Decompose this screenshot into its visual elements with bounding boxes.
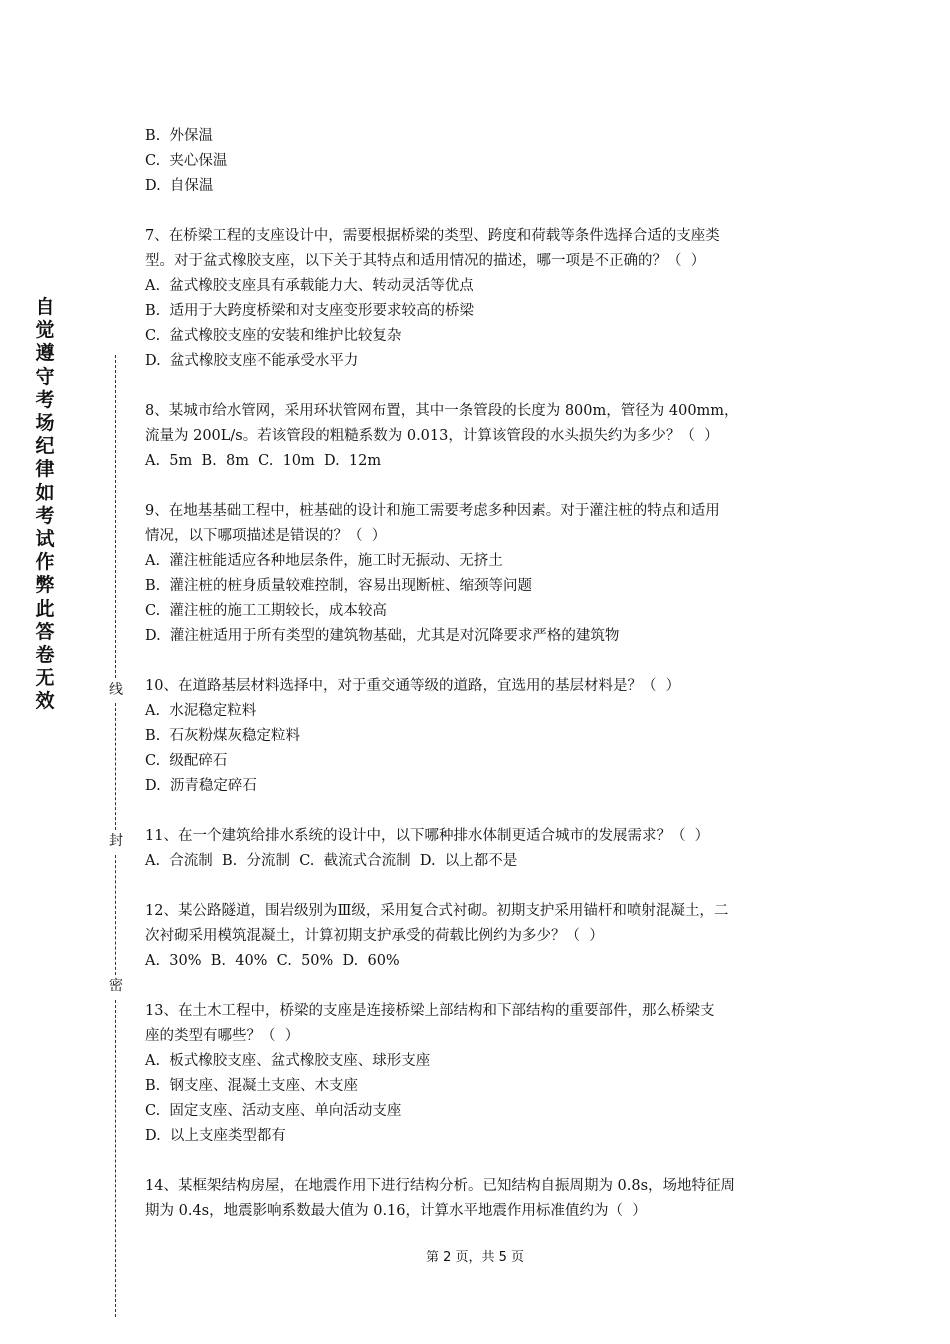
question-stem-line: 7、在桥梁工程的支座设计中，需要根据桥梁的类型、跨度和荷载等条件选择合适的支座类 bbox=[145, 228, 720, 244]
option-line: A. 灌注桩能适应各种地层条件，施工时无振动、无挤土 bbox=[145, 553, 503, 569]
option-line: C. 盆式橡胶支座的安装和维护比较复杂 bbox=[145, 328, 402, 344]
option-line: A. 合流制 B. 分流制 C. 截流式合流制 D. 以上都不是 bbox=[145, 853, 518, 869]
question-stem-line: 13、在土木工程中，桥梁的支座是连接桥梁上部结构和下部结构的重要部件，那么桥梁支 bbox=[145, 1003, 715, 1019]
question-stem-line: 型。对于盆式橡胶支座，以下关于其特点和适用情况的描述，哪一项是不正确的？（ ） bbox=[145, 253, 706, 269]
option-line: D. 沥青稳定碎石 bbox=[145, 778, 257, 794]
question-stem-line: 座的类型有哪些？（ ） bbox=[145, 1028, 300, 1044]
option-line: C. 级配碎石 bbox=[145, 753, 228, 769]
question-13 bbox=[145, 999, 815, 1149]
dashed-line-segment bbox=[115, 855, 116, 975]
question-7 bbox=[145, 224, 815, 374]
dashed-line-segment bbox=[115, 1000, 116, 1317]
page-number-footer: 第 2 页，共 5 页 bbox=[425, 1250, 525, 1265]
question-stem-line: 期为 0.4s，地震影响系数最大值为 0.16，计算水平地震作用标准值约为（ ） bbox=[145, 1203, 647, 1219]
question-stem-line: 11、在一个建筑给排水系统的设计中，以下哪种排水体制更适合城市的发展需求？（ ） bbox=[145, 828, 710, 844]
option-line: A. 盆式橡胶支座具有承载能力大、转动灵活等优点 bbox=[145, 278, 474, 294]
question-stem-line: 情况，以下哪项描述是错误的？（ ） bbox=[145, 528, 387, 544]
question-stem-line: 10、在道路基层材料选择中，对于重交通等级的道路，宜选用的基层材料是？（ ） bbox=[145, 678, 681, 694]
binding-line bbox=[104, 355, 128, 1317]
dashed-line-segment bbox=[115, 703, 116, 830]
question-stem-line: 12、某公路隧道，围岩级别为Ⅲ级，采用复合式衬砌。初期支护采用锚杆和喷射混凝土，二 bbox=[145, 903, 729, 919]
binding-mark-seal: 封 bbox=[106, 832, 126, 850]
question-stem-line: 8、某城市给水管网，采用环状管网布置，其中一条管段的长度为 800m，管径为 400mm， bbox=[145, 403, 739, 419]
question-14 bbox=[145, 1174, 815, 1224]
option-line: D. 盆式橡胶支座不能承受水平力 bbox=[145, 353, 359, 369]
option-line: C. 夹心保温 bbox=[145, 153, 228, 169]
option-line: B. 灌注桩的桩身质量较难控制，容易出现断桩、缩颈等问题 bbox=[145, 578, 532, 594]
binding-mark-secret: 密 bbox=[106, 977, 126, 995]
question-stem-line: 9、在地基基础工程中，桩基础的设计和施工需要考虑多种因素。对于灌注桩的特点和适用 bbox=[145, 503, 720, 519]
option-line: B. 适用于大跨度桥梁和对支座变形要求较高的桥梁 bbox=[145, 303, 474, 319]
option-line: A. 5m B. 8m C. 10m D. 12m bbox=[145, 453, 382, 469]
option-line: D. 灌注桩适用于所有类型的建筑物基础，尤其是对沉降要求严格的建筑物 bbox=[145, 628, 620, 644]
option-line: B. 石灰粉煤灰稳定粒料 bbox=[145, 728, 300, 744]
option-line: B. 外保温 bbox=[145, 128, 213, 144]
question-11 bbox=[145, 824, 815, 874]
question-9 bbox=[145, 499, 815, 649]
option-line: A. 30% B. 40% C. 50% D. 60% bbox=[145, 953, 400, 969]
binding-mark-line: 线 bbox=[106, 681, 126, 699]
option-line: D. 自保温 bbox=[145, 178, 214, 194]
continued-options bbox=[145, 124, 815, 199]
option-line: A. 板式橡胶支座、盆式橡胶支座、球形支座 bbox=[145, 1053, 431, 1069]
option-line: A. 水泥稳定粒料 bbox=[145, 703, 257, 719]
question-content bbox=[145, 124, 815, 1224]
question-stem-line: 流量为 200L/s。若该管段的粗糙系数为 0.013，计算该管段的水头损失约为多少？（ ） bbox=[145, 428, 719, 444]
option-line: B. 钢支座、混凝土支座、木支座 bbox=[145, 1078, 358, 1094]
exam-discipline-warning: 自觉遵守考场纪律如考试作弊此答卷无效 bbox=[35, 296, 55, 713]
dashed-line-segment bbox=[115, 355, 116, 678]
option-line: C. 灌注桩的施工工期较长，成本较高 bbox=[145, 603, 387, 619]
question-12 bbox=[145, 899, 815, 974]
option-line: D. 以上支座类型都有 bbox=[145, 1128, 286, 1144]
question-10 bbox=[145, 674, 815, 799]
question-stem-line: 14、某框架结构房屋，在地震作用下进行结构分析。已知结构自振周期为 0.8s，场地特征周 bbox=[145, 1178, 736, 1194]
question-stem-line: 次衬砌采用模筑混凝土，计算初期支护承受的荷载比例约为多少？（ ） bbox=[145, 928, 604, 944]
option-line: C. 固定支座、活动支座、单向活动支座 bbox=[145, 1103, 402, 1119]
question-8 bbox=[145, 399, 815, 474]
